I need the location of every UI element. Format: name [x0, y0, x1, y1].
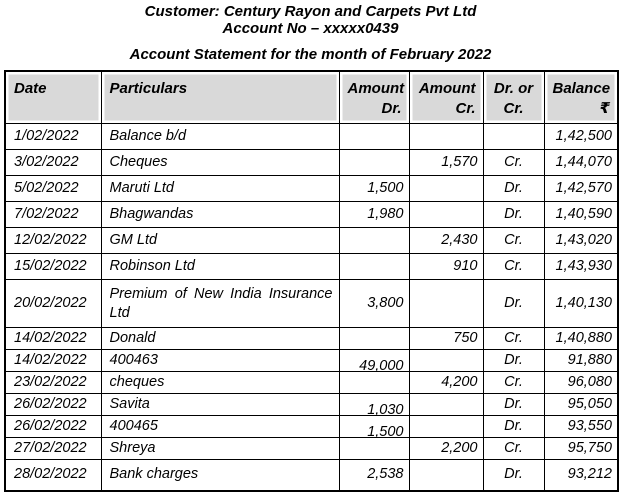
- cell-amount-dr: 1,980: [339, 202, 409, 228]
- cell-particulars: Donald: [101, 328, 339, 350]
- account-number: Account No – xxxxx0439: [222, 20, 399, 37]
- cell-amount-dr: [339, 254, 409, 280]
- cell-dr-or-cr: Cr.: [483, 150, 544, 176]
- cell-amount-cr: [409, 280, 483, 328]
- table-row: [5, 280, 618, 328]
- cell-date: 12/02/2022: [5, 228, 101, 254]
- cell-date: 20/02/2022: [5, 280, 101, 328]
- cell-particulars: cheques: [101, 372, 339, 394]
- cell-amount-dr: 2,538: [339, 460, 409, 491]
- cell-date: 1/02/2022: [5, 124, 101, 150]
- account-statement-table: [4, 70, 619, 492]
- cell-amount-cr: [409, 202, 483, 228]
- cell-date: 14/02/2022: [5, 350, 101, 372]
- cell-balance: 93,212: [544, 460, 618, 491]
- cell-particulars: Shreya: [101, 438, 339, 460]
- cell-balance: 1,43,930: [544, 254, 618, 280]
- column-header-amount-dr: Amount Dr.: [339, 71, 409, 124]
- cell-balance: 1,40,880: [544, 328, 618, 350]
- cell-amount-dr: 1,500: [339, 176, 409, 202]
- table-row: [5, 416, 618, 438]
- table-row: [5, 124, 618, 150]
- cell-date: 23/02/2022: [5, 372, 101, 394]
- statement-title: Account Statement for the month of February 2022: [129, 46, 492, 63]
- cell-date: 15/02/2022: [5, 254, 101, 280]
- cell-date: 3/02/2022: [5, 150, 101, 176]
- cell-amount-dr: 3,800: [339, 280, 409, 328]
- column-header-dr-or-cr: Dr. or Cr.: [483, 71, 544, 124]
- cell-amount-cr: [409, 416, 483, 438]
- column-header-date: Date: [5, 71, 101, 124]
- cell-dr-or-cr: Cr.: [483, 228, 544, 254]
- column-header-amount-cr: Amount Cr.: [409, 71, 483, 124]
- table-row: [5, 328, 618, 350]
- cell-particulars: Bhagwandas: [101, 202, 339, 228]
- cell-dr-or-cr: Cr.: [483, 328, 544, 350]
- table-row: [5, 372, 618, 394]
- column-header-particulars: Particulars: [101, 71, 339, 124]
- table-row: [5, 228, 618, 254]
- cell-date: 7/02/2022: [5, 202, 101, 228]
- cell-balance: 95,750: [544, 438, 618, 460]
- cell-particulars: Savita: [101, 394, 339, 416]
- cell-amount-cr: 4,200: [409, 372, 483, 394]
- cell-amount-cr: [409, 394, 483, 416]
- table-row: [5, 460, 618, 491]
- table-row: [5, 438, 618, 460]
- cell-balance: 95,050: [544, 394, 618, 416]
- cell-balance: 93,550: [544, 416, 618, 438]
- cell-dr-or-cr: Cr.: [483, 372, 544, 394]
- customer-name: Customer: Century Rayon and Carpets Pvt Ltd: [144, 3, 477, 20]
- cell-balance: 1,40,130: [544, 280, 618, 328]
- cell-balance: 96,080: [544, 372, 618, 394]
- cell-dr-or-cr: Dr.: [483, 176, 544, 202]
- cell-amount-cr: [409, 460, 483, 491]
- cell-amount-cr: 2,430: [409, 228, 483, 254]
- cell-particulars: Balance b/d: [101, 124, 339, 150]
- cell-dr-or-cr: Dr.: [483, 202, 544, 228]
- cell-date: 26/02/2022: [5, 416, 101, 438]
- cell-balance: 1,42,570: [544, 176, 618, 202]
- cell-amount-cr: 750: [409, 328, 483, 350]
- cell-amount-dr: [339, 228, 409, 254]
- cell-particulars: Robinson Ltd: [101, 254, 339, 280]
- cell-amount-dr: 49,000: [339, 350, 409, 372]
- table-row: [5, 176, 618, 202]
- cell-date: 5/02/2022: [5, 176, 101, 202]
- cell-date: 27/02/2022: [5, 438, 101, 460]
- column-header-balance: Balance ₹: [544, 71, 618, 124]
- cell-particulars: Bank charges: [101, 460, 339, 491]
- cell-balance: 1,42,500: [544, 124, 618, 150]
- cell-particulars: Cheques: [101, 150, 339, 176]
- cell-amount-cr: [409, 176, 483, 202]
- table-row: [5, 254, 618, 280]
- cell-amount-cr: [409, 350, 483, 372]
- cell-dr-or-cr: Cr.: [483, 438, 544, 460]
- cell-balance: 91,880: [544, 350, 618, 372]
- cell-particulars: Maruti Ltd: [101, 176, 339, 202]
- cell-amount-cr: 910: [409, 254, 483, 280]
- cell-amount-cr: 2,200: [409, 438, 483, 460]
- table-row: [5, 350, 618, 372]
- cell-particulars: 400465: [101, 416, 339, 438]
- cell-dr-or-cr: Dr.: [483, 394, 544, 416]
- cell-date: 26/02/2022: [5, 394, 101, 416]
- cell-date: 14/02/2022: [5, 328, 101, 350]
- table-row: [5, 394, 618, 416]
- cell-amount-cr: [409, 124, 483, 150]
- statement-header: [0, 0, 621, 63]
- cell-dr-or-cr: Cr.: [483, 254, 544, 280]
- cell-amount-cr: 1,570: [409, 150, 483, 176]
- cell-dr-or-cr: Dr.: [483, 280, 544, 328]
- cell-balance: 1,40,590: [544, 202, 618, 228]
- cell-dr-or-cr: Dr.: [483, 460, 544, 491]
- cell-balance: 1,44,070: [544, 150, 618, 176]
- rupee-symbol: ₹: [599, 100, 610, 117]
- cell-amount-dr: [339, 328, 409, 350]
- cell-dr-or-cr: [483, 124, 544, 150]
- table-row: [5, 202, 618, 228]
- cell-amount-dr: 1,500: [339, 416, 409, 438]
- cell-amount-dr: [339, 150, 409, 176]
- table-header-row: [5, 71, 618, 124]
- cell-balance: 1,43,020: [544, 228, 618, 254]
- cell-particulars: 400463: [101, 350, 339, 372]
- cell-amount-dr: 1,030: [339, 394, 409, 416]
- cell-particulars: GM Ltd: [101, 228, 339, 254]
- statement-table-body: [5, 124, 618, 491]
- cell-dr-or-cr: Dr.: [483, 350, 544, 372]
- table-row: [5, 150, 618, 176]
- cell-date: 28/02/2022: [5, 460, 101, 491]
- cell-amount-dr: [339, 124, 409, 150]
- cell-dr-or-cr: Dr.: [483, 416, 544, 438]
- cell-particulars: Premium of New India Insurance Ltd: [101, 280, 339, 328]
